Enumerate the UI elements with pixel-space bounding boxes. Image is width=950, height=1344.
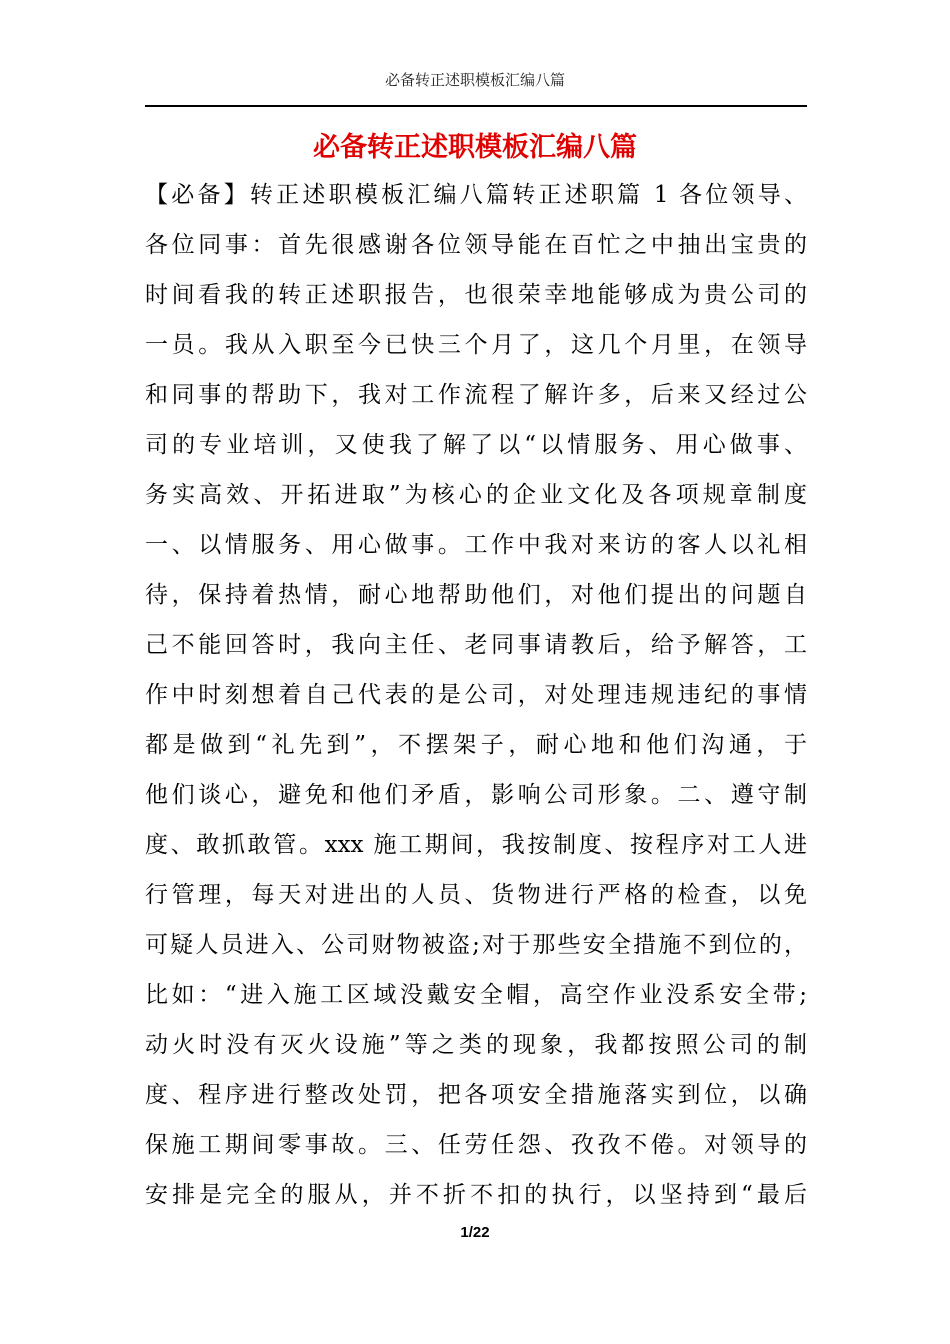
body-line: 可疑人员进入、公司财物被盗;对于那些安全措施不到位的， <box>145 932 807 958</box>
body-line: 保施工期间零事故。三、任劳任怨、孜孜不倦。对领导的 <box>145 1132 807 1158</box>
body-line: 行管理，每天对进出的人员、货物进行严格的检查，以免 <box>145 882 807 908</box>
document-title: 必备转正述职模板汇编八篇 <box>313 132 637 163</box>
body-line: 都是做到“礼先到”，不摆架子，耐心地和他们沟通，于 <box>145 732 807 758</box>
body-line: 和同事的帮助下，我对工作流程了解许多，后来又经过公 <box>145 382 807 408</box>
document-body <box>145 170 807 1220</box>
page-number: 1/22 <box>460 1224 490 1241</box>
body-line: 己不能回答时，我向主任、老同事请教后，给予解答，工 <box>145 632 807 658</box>
body-line: 度、程序进行整改处罚，把各项安全措施落实到位，以确 <box>145 1082 807 1108</box>
body-line: 各位同事：首先很感谢各位领导能在百忙之中抽出宝贵的 <box>145 232 807 258</box>
body-line: 安排是完全的服从，并不折不扣的执行，以坚持到“最后 <box>145 1182 807 1208</box>
body-line: 时间看我的转正述职报告，也很荣幸地能够成为贵公司的 <box>145 282 807 308</box>
header-divider <box>145 105 807 107</box>
body-line: 待，保持着热情，耐心地帮助他们，对他们提出的问题自 <box>145 582 807 608</box>
body-line: 比如：“进入施工区域没戴安全帽，高空作业没系安全带; <box>145 982 807 1008</box>
body-line: 他们谈心，避免和他们矛盾，影响公司形象。二、遵守制 <box>145 782 807 808</box>
body-line: 务实高效、开拓进取”为核心的企业文化及各项规章制度 <box>145 482 807 508</box>
body-line: 度、敢抓敢管。xxx 施工期间，我按制度、按程序对工人进 <box>145 832 807 858</box>
body-line: 一员。我从入职至今已快三个月了，这几个月里，在领导 <box>145 332 807 358</box>
running-header: 必备转正述职模板汇编八篇 <box>384 71 565 89</box>
body-line: 作中时刻想着自己代表的是公司，对处理违规违纪的事情 <box>145 682 807 708</box>
body-line: 动火时没有灭火设施”等之类的现象，我都按照公司的制 <box>145 1032 807 1058</box>
body-line: 司的专业培训，又使我了解了以“以情服务、用心做事、 <box>145 432 807 458</box>
body-line: 一、以情服务、用心做事。工作中我对来访的客人以礼相 <box>145 532 807 558</box>
body-line: 【必备】转正述职模板汇编八篇转正述职篇 1 各位领导、 <box>145 182 807 208</box>
